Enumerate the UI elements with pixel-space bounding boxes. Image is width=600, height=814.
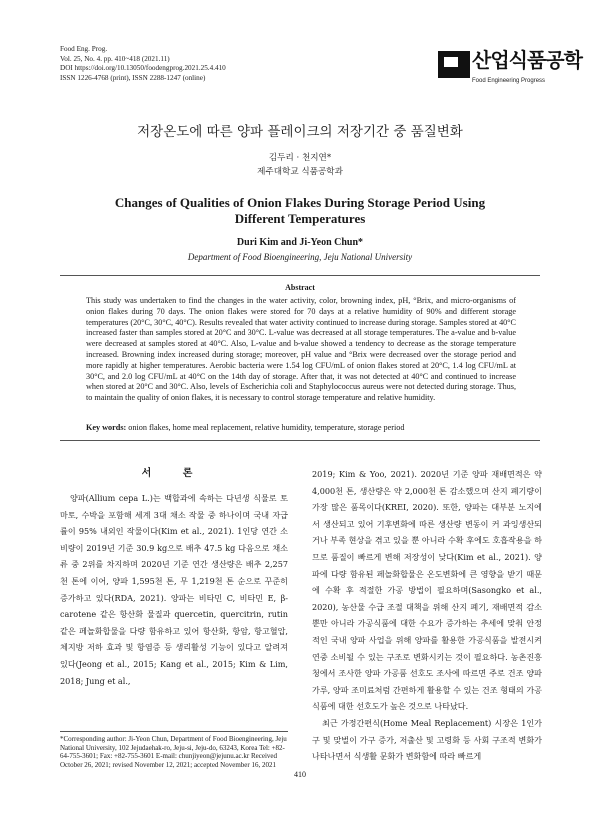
corresponding-author-footnote: *Corresponding author: Ji-Yeon Chun, Department of Food Bioengineering, Jeju National University, 102 Jejudaehak-ro, Jeju-si, Jeju-do, 63243, Korea Tel: +82-64-755-3601; Fax: +82-755-3601 E-mail: chunjiyeon@jejunu.ac.kr Received October 26, 2021; revised November 12, 2021; accepted November 16, 2021 bbox=[60, 735, 287, 769]
authors-korean: 김두리 · 천지연* bbox=[268, 153, 332, 163]
journal-logo bbox=[438, 44, 582, 94]
title-korean: 저장온도에 따른 양파 플레이크의 저장기간 중 품질변화 bbox=[137, 124, 463, 140]
intro-paragraph-2: 최근 가정간편식(Home Meal Replacement) 시장은 1인가구 및 맞벌이 가구 증가, 저출산 및 고령화 등 사회 구조적 변화가 나타나면서 식생활 문화가 변화함에 따라 빠르게 bbox=[312, 717, 542, 762]
affiliation-english: Department of Food Bioengineering, Jeju National University bbox=[187, 252, 413, 262]
title-english-line1: Changes of Qualities of Onion Flakes During Storage Period Using bbox=[114, 195, 486, 210]
title-english bbox=[0, 195, 600, 227]
logo-mark-icon bbox=[438, 51, 470, 78]
body-column-left bbox=[60, 490, 288, 689]
affiliation-korean: 제주대학교 식품공학과 bbox=[257, 167, 343, 177]
intro-paragraph-1-cont: 2019; Kim & Yoo, 2021). 2020년 기준 양파 재배면적은 약 4,000천 톤, 생산량은 약 2,000천 톤 감소했으며 산지 폐기량이 가장 많은 품목이다(KREI, 2020). 또한, 양파는 대부분 노지에서 생산되고 있어 기후변화에 따른 생산량 변동이 커 과잉생산되거나 부족 현상을 겪고 있을 뿐 아니라 수확 후에도 호흡작용을 하므로 품질이 빠르게 변해 저장성이 낮다(Kim et al., 2021). 양파에 다량 함유된 페놀화합물은 온도변화에 큰 영향을 받기 때문에 수확 후 적절한 가공 방법이 필요하며(Sasongko et al., 2020), 농산물 수급 조절 대책을 위해 산지 폐기, 재배면적 감소뿐만 아니라 가공식품에 대한 수요가 증가하는 추세에 맞춰 안정적인 국내 양파 사업을 위해 양파를 활용한 가공식품을 발전시켜 연중 소비될 수 있는 구조로 변화시키는 것이 필요하다. 농촌진흥청에서 조사한 양파 가공품 선호도 조사에 따르면 주로 건조 양파 가루, 양파 조미료처럼 간편하게 활용할 수 있는 건조 형태의 가공식품에 대한 선호도가 높은 것으로 나타났다. bbox=[312, 469, 542, 712]
body-column-right bbox=[312, 466, 542, 765]
journal-doi[interactable]: DOI https://doi.org/10.13050/foodengprog.2021.25.4.410 bbox=[60, 64, 226, 73]
divider-top bbox=[60, 275, 540, 276]
journal-name: Food Eng. Prog. bbox=[60, 45, 108, 53]
intro-paragraph-1: 양파(Allium cepa L.)는 백합과에 속하는 다년생 식물로 토마토, 수박을 포함해 세계 3대 채소 작물 중 하나이며 국내 자급률이 95% 내외인 작물이다(Kim et al., 2021). 1인당 연간 소비량이 2019년 기준 30.9 kg으로 배추 47.5 kg 다음으로 채소류 중 2위를 차지하며 2020년 기준 연간 생산량은 배추 2,257천 톤에 이어, 양파 1,595천 톤, 무 1,219천 톤 순으로 꾸준히 증가하고 있다(RDA, 2021). 양파는 비타민 C, 비타민 E, β-carotene 같은 항산화 물질과 quercetin, quercitrin, rutin 같은 페놀화합물을 다량 함유하고 있어 항산화, 항암, 항고혈압, 체지방 저하 효과 및 항염증 등 생리활성 기능이 있다고 알려져 있다(Jeong et al., 2015; Kang et al., 2015; Kim & Lim, 2018; Jung et al., bbox=[60, 493, 288, 686]
logo-subtitle: Food Engineering Progress bbox=[472, 78, 546, 84]
keywords-list: onion flakes, home meal replacement, relative humidity, temperature, storage period bbox=[128, 423, 405, 432]
authors-korean-block bbox=[0, 151, 600, 179]
footnote-divider bbox=[60, 731, 288, 732]
logo-title: 산업식품공학 bbox=[472, 48, 582, 72]
abstract-text: This study was undertaken to find the changes in the water activity, color, browning index, pH, °Brix, and micro-organisms of onion flakes during 70 days. The onion flakes were stored for 70 days at a relative humidity of 90% and different storage temperatures (20°C, 30°C, 40°C). Results revealed that water activity continued to increase during storage. Samples stored at 40°C increased faster than samples stored at 20°C and 30°C. L-value was decreased at all storage temperatures. The a-value and b-value were decreased at samples stored at 40°C. Also, L-value and b-value showed a tendency to decrease as the storage temperature increased. Browning index increased during storage; moreover, pH value and °Brix were decreased over the storage period and more rapidly at higher temperatures. Aerobic bacteria were 1.54 log CFU/mL of onion flakes stored at 20°C, 1.4 log CFU/mL at 30°C, and 2.0 log CFU/mL at 40°C on the 14th day of storage. After that, it was not detected at 40°C and continued to increase when stored at 20°C and 30°C. Also, levels of Escherichia coli and Staphylococcus aureus were not detected during storage. Thus, to maintain the quality of onion flakes, it is necessary to control storage temperature and relative humidity. bbox=[86, 296, 516, 403]
journal-volume: Vol. 25, No. 4. pp. 410~418 (2021.11) bbox=[60, 54, 170, 63]
authors-english: Duri Kim and Ji-Yeon Chun* bbox=[236, 237, 364, 248]
title-english-line2: Different Temperatures bbox=[234, 211, 366, 226]
keywords bbox=[86, 423, 516, 432]
journal-header bbox=[60, 45, 226, 83]
section-title-introduction: 서 론 bbox=[141, 468, 207, 479]
keywords-label: Key words: bbox=[86, 423, 127, 432]
divider-bottom bbox=[60, 440, 540, 441]
abstract-heading: Abstract bbox=[285, 283, 315, 292]
page-number: 410 bbox=[294, 770, 306, 779]
journal-issn: ISSN 1226-4768 (print), ISSN 2288-1247 (online) bbox=[60, 73, 206, 82]
